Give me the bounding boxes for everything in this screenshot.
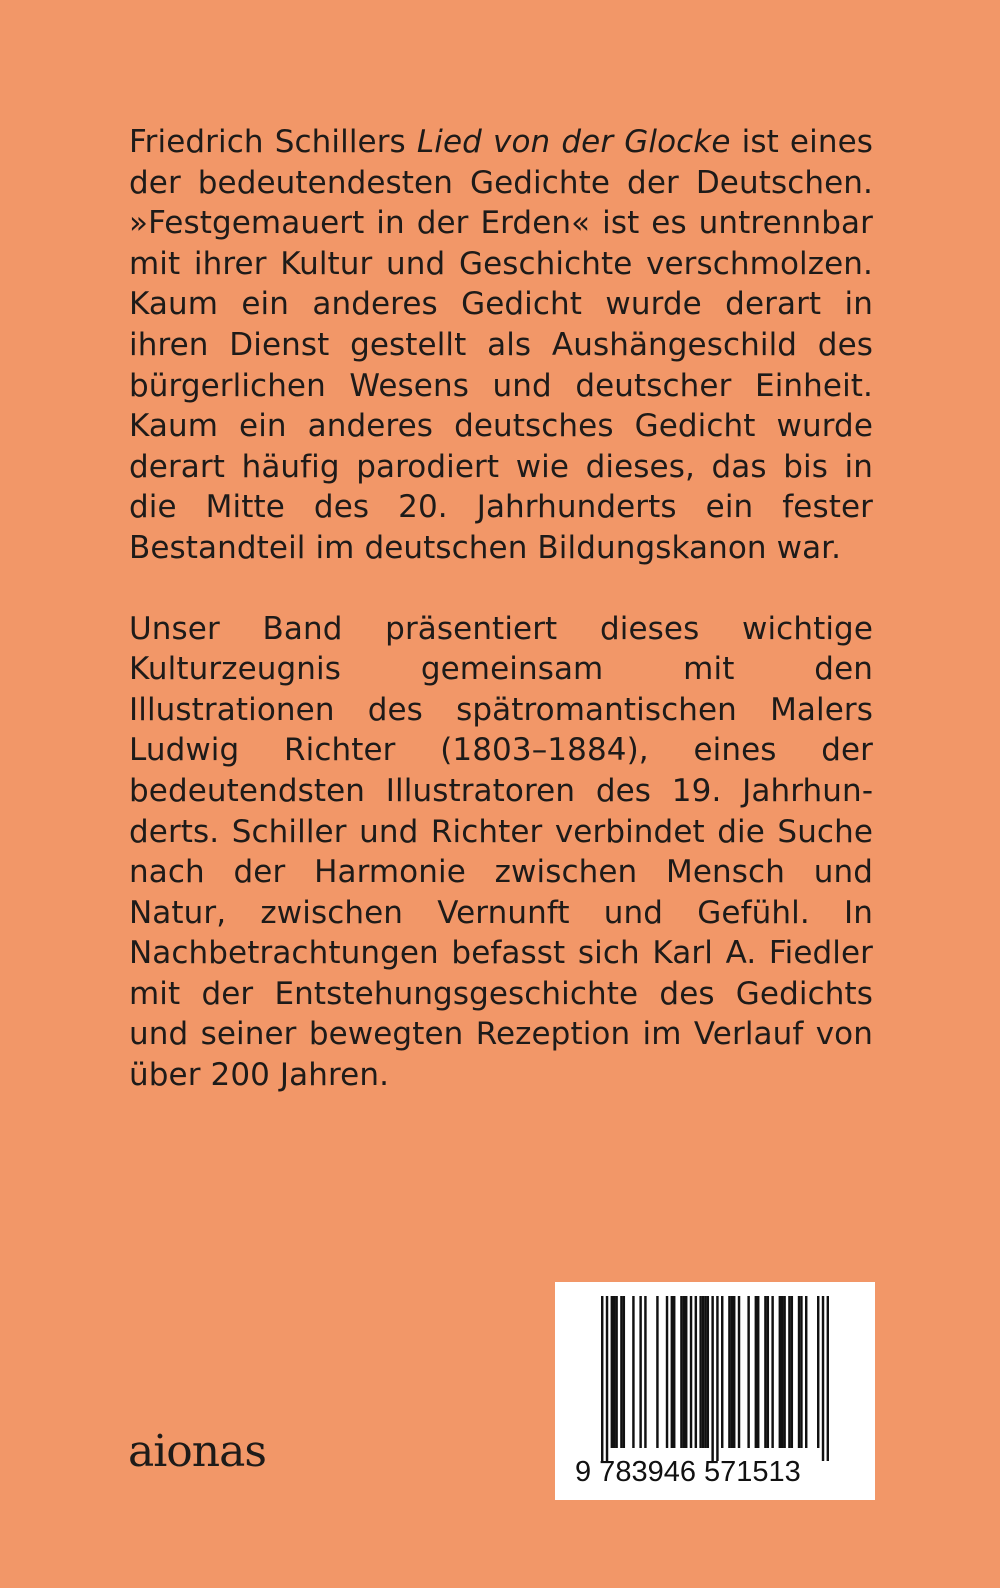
barcode-bar — [731, 1296, 733, 1448]
publisher-logo: aionas — [128, 1426, 266, 1477]
barcode-bar — [783, 1296, 785, 1448]
barcode-bar — [747, 1296, 749, 1448]
barcode-bar — [606, 1296, 608, 1461]
barcode-bar — [656, 1296, 658, 1448]
barcode-bar — [620, 1296, 622, 1448]
barcode-bar — [690, 1296, 692, 1448]
barcode-bar — [639, 1296, 641, 1448]
barcode-bar — [798, 1296, 800, 1448]
blurb-text — [129, 122, 873, 1096]
barcode-bar — [764, 1296, 766, 1448]
barcode-bar — [711, 1296, 713, 1461]
barcode-bar — [800, 1296, 802, 1448]
barcode-bar — [721, 1296, 723, 1448]
blurb-paragraph-1-body: ist eines der bedeutendesten Gedichte der Deutschen. »Festgemauert in der Erden« ist es untrennbar mit ihrer Kultur und Geschichte verschmolzen. Kaum ein anderes Gedicht wurde derart in ihren Dienst gestellt als Aushängeschild des bürgerlichen Wesens und deutscher Einheit. Kaum ein anderes deutsches Gedicht wurde derart häufig parodiert wie dieses, das bis in die Mitte des 20. Jahrhunderts ein fester Bestandteil im deutschen Bildungskanon war. — [129, 124, 873, 566]
barcode-bar — [827, 1296, 829, 1461]
barcode-bar — [671, 1296, 673, 1448]
barcode-bar — [680, 1296, 682, 1448]
barcode-bar — [601, 1296, 603, 1461]
barcode-bar — [695, 1296, 697, 1448]
barcode-bar — [716, 1296, 718, 1461]
barcode-bar — [781, 1296, 783, 1448]
barcode-bar — [666, 1296, 668, 1448]
barcode-bar — [707, 1296, 709, 1448]
barcode-bar — [805, 1296, 807, 1448]
blurb-paragraph-1 — [129, 122, 873, 569]
barcode-bar — [685, 1296, 687, 1448]
barcode-bar — [757, 1296, 759, 1448]
barcode-bar — [632, 1296, 634, 1448]
poem-title: Lied von der Glocke — [416, 124, 731, 160]
barcode-bar — [611, 1296, 613, 1448]
barcode-bar — [788, 1296, 790, 1448]
barcode-bar — [771, 1296, 773, 1448]
barcode-bars — [601, 1296, 829, 1461]
barcode-bar — [791, 1296, 793, 1448]
barcode-bar — [728, 1296, 730, 1448]
barcode-bar — [704, 1296, 706, 1448]
barcode-bar — [699, 1296, 701, 1448]
barcode-bar — [767, 1296, 769, 1448]
isbn-barcode — [555, 1282, 875, 1500]
isbn-number: 9 783946 571513 — [575, 1456, 801, 1488]
barcode-bar — [738, 1296, 740, 1448]
blurb-paragraph-2: Unser Band präsentiert dieses wichtige Kulturzeugnis gemeinsam mit den Illustrationen des spätromantischen Malers Ludwig Richter (1803–1884), eines der bedeutendsten Illustratoren des 19. Jahrhunderts. Schiller und Richter verbindet die Suche nach der Harmonie zwischen Mensch und Natur, zwischen Vernunft und Gefühl. In Nachbetrachtungen befasst sich Karl A. Fiedler mit der Entstehungsgeschichte des Gedichts und seiner bewegten Rezeption im Verlauf von über 200 Jahren. — [129, 610, 873, 1094]
barcode-bar — [822, 1296, 824, 1461]
blurb-intro-text: Friedrich Schillers — [129, 124, 417, 160]
barcode-bar — [755, 1296, 757, 1448]
barcode-bar — [613, 1296, 615, 1448]
barcode-bar — [779, 1296, 781, 1448]
barcode-bar — [673, 1296, 675, 1448]
barcode-bar — [733, 1296, 735, 1448]
barcode-bar — [817, 1296, 819, 1448]
barcode-bar — [644, 1296, 646, 1448]
barcode-bar — [615, 1296, 617, 1448]
barcode-bar — [623, 1296, 625, 1448]
barcode-bar — [683, 1296, 685, 1448]
barcode-bar — [702, 1296, 704, 1448]
